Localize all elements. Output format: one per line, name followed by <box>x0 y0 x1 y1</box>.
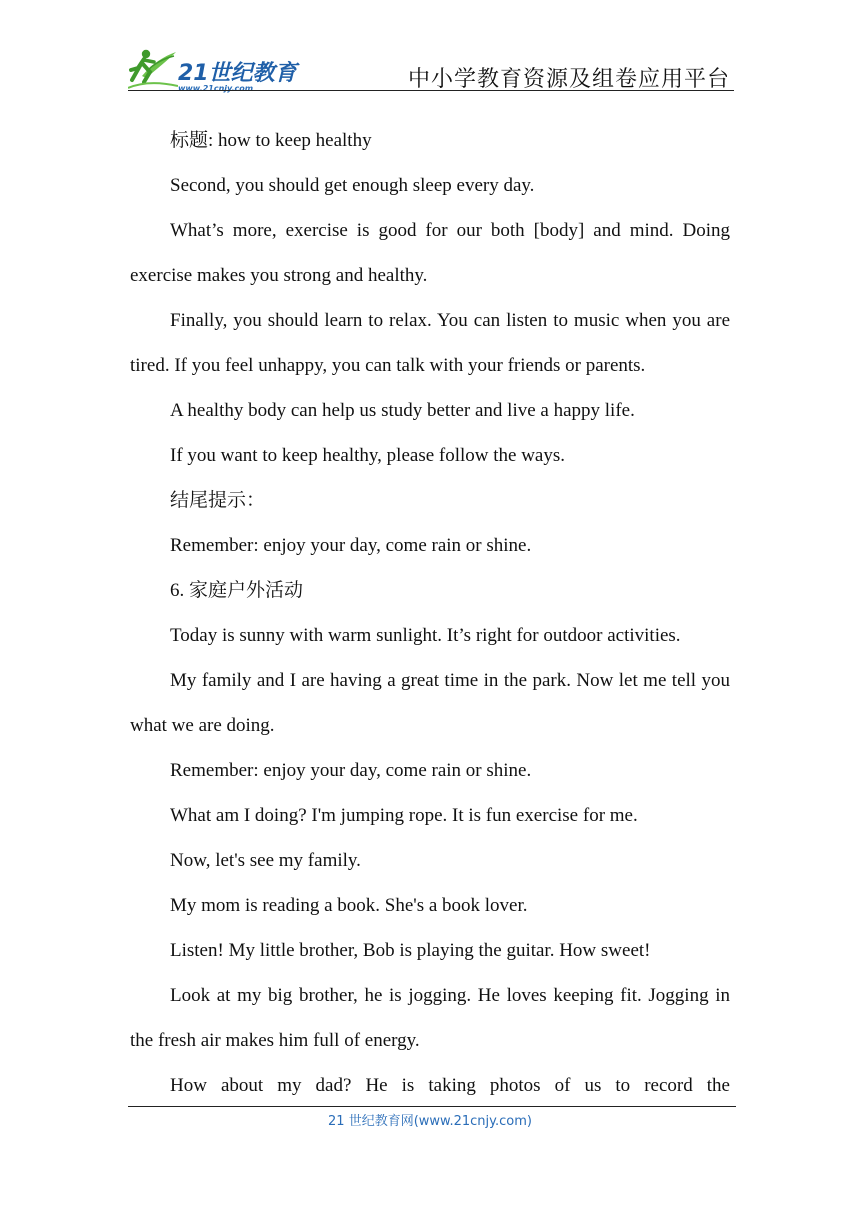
paragraph-ending-hint: 结尾提示： <box>170 490 266 511</box>
platform-name: 中小学教育资源及组卷应用平台 <box>407 67 730 92</box>
footer-text: 21 世纪教育网(www.21cnjy.com) <box>328 1114 532 1129</box>
paragraph: Remember: enjoy your day, come rain or shine. <box>170 535 532 556</box>
paragraph-title: 标题: how to keep healthy <box>170 130 372 151</box>
paragraph: If you want to keep healthy, please follow the ways. <box>170 445 566 466</box>
footer-divider <box>128 1106 736 1107</box>
paragraph: My mom is reading a book. She's a book lover. <box>170 895 528 916</box>
paragraph: Finally, you should learn to relax. You can listen to music when you are tired. If you feel unhappy, you can talk with your friends or parents. <box>130 310 730 376</box>
header-divider <box>128 90 734 91</box>
paragraph: Now, let's see my family. <box>170 850 361 871</box>
logo-text: 21世纪教育 <box>178 61 297 86</box>
document-body <box>130 118 730 1108</box>
logo-url: www.21cnjy.com <box>178 84 254 93</box>
paragraph: Today is sunny with warm sunlight. It’s right for outdoor activities. <box>170 625 681 646</box>
paragraph: What am I doing? I'm jumping rope. It is fun exercise for me. <box>170 805 638 826</box>
runner-logo-icon <box>128 46 178 90</box>
paragraph: My family and I are having a great time in the park. Now let me tell you what we are doing. <box>130 670 730 736</box>
paragraph: A healthy body can help us study better and live a happy life. <box>170 400 635 421</box>
paragraph: How about my dad? He is taking photos of us to record the <box>170 1075 730 1096</box>
site-logo <box>128 46 303 94</box>
paragraph: What’s more, exercise is good for our both [body] and mind. Doing exercise makes you strong and healthy. <box>130 220 730 286</box>
paragraph: Remember: enjoy your day, come rain or shine. <box>170 760 532 781</box>
paragraph: Second, you should get enough sleep every day. <box>170 175 535 196</box>
section-heading: 6. 家庭户外活动 <box>170 580 304 601</box>
page-header <box>128 40 734 92</box>
paragraph: Listen! My little brother, Bob is playing the guitar. How sweet! <box>170 940 651 961</box>
paragraph: Look at my big brother, he is jogging. He loves keeping fit. Jogging in the fresh air makes him full of energy. <box>130 985 730 1051</box>
